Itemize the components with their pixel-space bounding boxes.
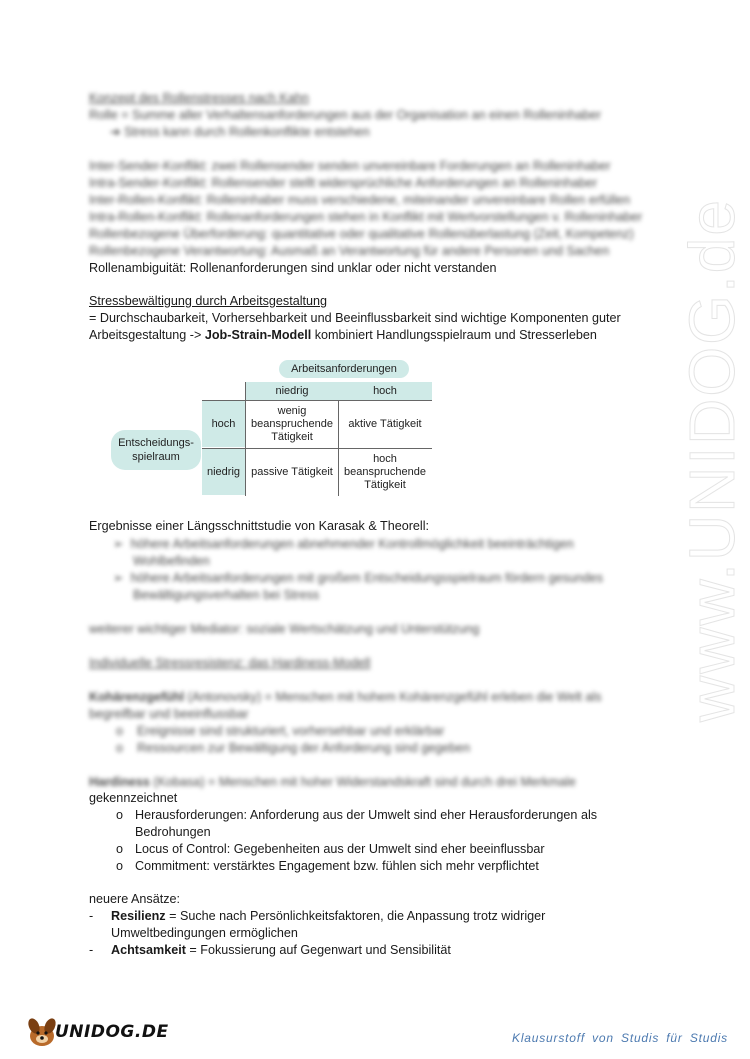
achtsamkeit-line [111, 942, 451, 959]
stressbew-line2-post: kombiniert Handlungsspielraum und Stresserleben [311, 328, 597, 342]
gekennzeichnet: gekennzeichnet [89, 791, 178, 805]
c11-line3: Tätigkeit [271, 430, 313, 443]
col-niedrig: niedrig [246, 382, 338, 400]
blurred-koh-o1: o Ereignisse sind strukturiert, vorhersehbar und erklärbar [116, 724, 445, 738]
cell-wenig-beanspruchend [246, 401, 338, 447]
herausforderungen-line1: Herausforderungen: Anforderung aus der Umwelt sind eher Herausforderungen als [135, 808, 598, 822]
watermark: www.UNIDOG.de [676, 198, 748, 722]
herausforderungen-line2: Bedrohungen [135, 825, 211, 839]
blurred-k5: Rollenbezogene Überforderung: quantitative oder qualitative Rollenüberlastung (Zeit, Kompetenz) [89, 227, 634, 241]
blurred-hard-rest: (Kobasa) = Menschen mit hoher Widerstandskraft sind durch drei Merkmale [153, 775, 576, 789]
cell-passive-taetigkeit: passive Tätigkeit [251, 465, 333, 478]
resilienz-line2: Umweltbedingungen ermöglichen [111, 926, 298, 940]
blurred-koh-o1-text: Ereignisse sind strukturiert, vorhersehbar und erklärbar [137, 724, 445, 738]
blurred-mediator: weiterer wichtiger Mediator: soziale Wertschätzung und Unterstützung [89, 622, 480, 636]
blurred-ergebnis-2a: höhere Arbeitsanforderungen mit großem Entscheidungsspielraum fördern gesundes [130, 571, 604, 585]
stressbew-heading: Stressbewältigung durch Arbeitsgestaltung [89, 294, 328, 308]
diagram-divider [202, 400, 432, 401]
c11-line2: beanspruchende [251, 417, 333, 430]
list-dash: - [89, 943, 94, 957]
blurred-k6: Rollenbezogene Verantwortung: Ausmaß an Verantwortung für andere Personen und Sachen [89, 244, 610, 258]
c22-line3: Tätigkeit [364, 478, 406, 491]
col-hoch: hoch [338, 382, 432, 400]
blurred-stress-text: Stress kann durch Rollenkonflikte entstehen [124, 125, 370, 139]
resilienz-rest: = Suche nach Persönlichkeitsfaktoren, die Anpassung trotz widriger [165, 909, 546, 923]
blurred-koh-rest: (Antonovsky) = Menschen mit hohem Kohärenzgefühl erleben die Welt als [187, 690, 602, 704]
c22-line2: beanspruchende [344, 465, 426, 478]
neuere-ansaetze: neuere Ansätze: [89, 892, 181, 906]
blurred-k3: Inter-Rollen-Konflikt: Rolleninhaber muss verschiedene, miteinander unvereinbare Rollen erfüllen [89, 193, 631, 207]
blurred-ergebnis-2: ➢ höhere Arbeitsanforderungen mit großem Entscheidungsspielraum fördern gesundes [113, 571, 604, 585]
stressbew-line1: = Durchschaubarkeit, Vorhersehbarkeit und Beeinflussbarkeit sind wichtige Komponenten guter [89, 311, 621, 325]
blurred-hard-term: Hardiness [89, 775, 150, 789]
blurred-k2: Intra-Sender-Konflikt: Rollensender stellt widersprüchliche Anforderungen an Rolleninhaber [89, 176, 598, 190]
rollenambiguitaet: Rollenambiguität: Rollenanforderungen sind unklar oder nicht verstanden [89, 261, 497, 275]
blurred-koh-term: Kohärenzgefühl [89, 690, 185, 704]
job-strain-term: Job-Strain-Modell [204, 328, 312, 342]
row-hoch: hoch [202, 401, 245, 447]
footer-logo-text: UNIDOG.DE [55, 1022, 169, 1042]
list-dash: - [89, 909, 94, 923]
list-bullet: o [116, 842, 124, 856]
stressbew-line2 [89, 327, 597, 344]
ergebnisse-heading: Ergebnisse einer Längsschnittstudie von Karasak & Theorell: [89, 519, 429, 533]
blurred-hardiness-heading: Individuelle Stressresistenz: das Hardiness-Modell [89, 656, 371, 670]
blurred-hardiness [89, 774, 576, 791]
blurred-stress: ➔ Stress kann durch Rollenkonflikte entstehen [110, 125, 370, 139]
blurred-ergebnis-1: ➢ höhere Arbeitsanforderungen abnehmender Kontrollmöglichkeit beeinträchtigen [113, 537, 574, 551]
achtsamkeit-term: Achtsamkeit [111, 943, 186, 957]
blurred-heading: Konzept des Rollenstresses nach Kahn [89, 91, 309, 105]
locus-of-control: Locus of Control: Gegebenheiten aus der Umwelt sind eher beeinflussbar [135, 842, 545, 856]
diagram-divider [202, 448, 432, 449]
blurred-ergebnis-1b: Wohlbefinden [133, 554, 210, 568]
blurred-ergebnis-1a: höhere Arbeitsanforderungen abnehmender Kontrollmöglichkeit beeinträchtigen [130, 537, 574, 551]
blurred-kohaerenz [89, 689, 602, 706]
list-bullet: o [116, 808, 124, 822]
cell-aktive-taetigkeit: aktive Tätigkeit [348, 417, 422, 430]
row-niedrig: niedrig [202, 449, 245, 495]
left-label-2: spielraum [132, 451, 180, 463]
list-bullet: o [116, 859, 124, 873]
diagram-top-label: Arbeitsanforderungen [279, 360, 409, 378]
c11-line1: wenig [277, 404, 307, 417]
resilienz-term: Resilienz [111, 909, 166, 923]
blurred-koh-o2: o Ressourcen zur Bewältigung der Anforderung sind gegeben [116, 741, 471, 755]
blurred-ergebnis-2b: Bewältigungsverhalten bei Stress [133, 588, 320, 602]
blurred-k4: Intra-Rollen-Konflikt: Rollenanforderungen stehen in Konflikt mit Wertvorstellungen v. Rolleninhaber [89, 210, 643, 224]
diagram-left-label [111, 430, 201, 470]
commitment: Commitment: verstärktes Engagement bzw. fühlen sich mehr verpflichtet [135, 859, 539, 873]
c22-line1: hoch [373, 452, 397, 465]
blurred-koh-line2: begreifbar und beeinflussbar [89, 707, 249, 721]
achtsamkeit-rest: = Fokussierung auf Gegenwart und Sensibilität [185, 943, 451, 957]
footer-tagline: Klausurstoff von Studis für Studis [512, 1031, 728, 1045]
cell-hoch-beanspruchend [338, 449, 432, 495]
left-label-1: Entscheidungs- [118, 437, 194, 449]
blurred-k1: Inter-Sender-Konflikt: zwei Rollensender senden unvereinbare Forderungen an Rolleninhaber [89, 159, 611, 173]
blurred-rolle: Rolle = Summe aller Verhaltensanforderungen aus der Organisation an einen Rolleninhaber [89, 108, 602, 122]
resilienz-line1 [111, 908, 545, 925]
stressbew-line2-pre: Arbeitsgestaltung -> [89, 328, 205, 342]
blurred-koh-o2-text: Ressourcen zur Bewältigung der Anforderung sind gegeben [137, 741, 471, 755]
